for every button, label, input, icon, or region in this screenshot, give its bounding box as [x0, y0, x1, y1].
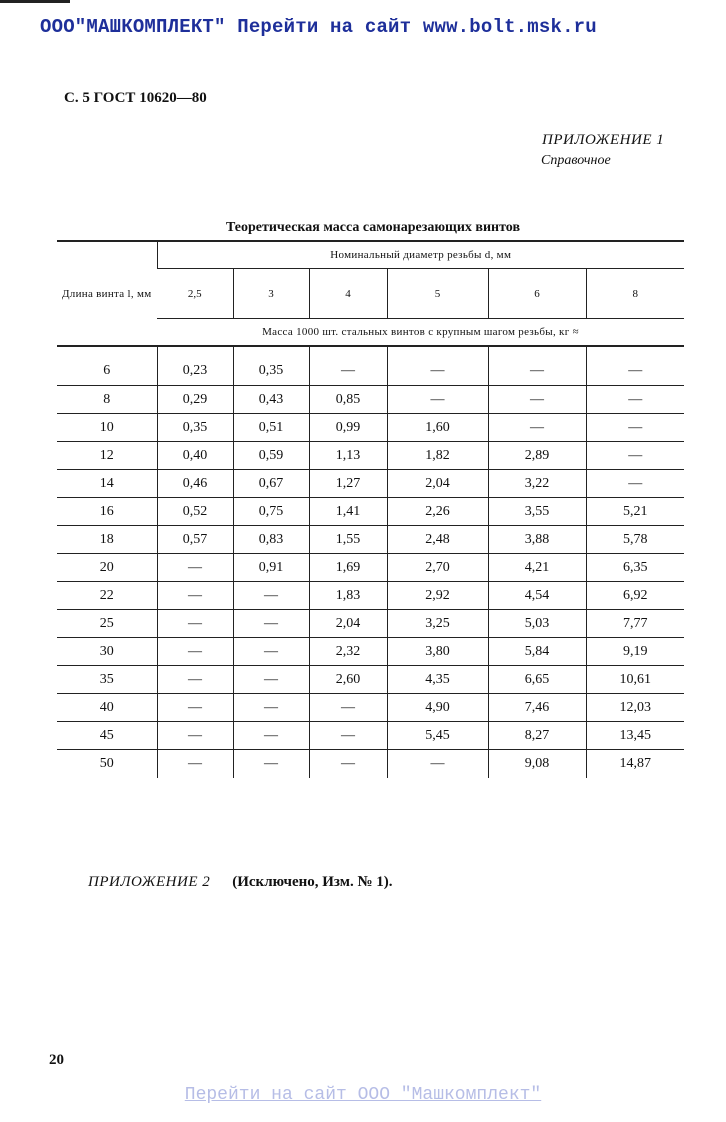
mass-cell: — — [233, 750, 309, 778]
mass-cell: — — [586, 414, 684, 442]
mass-cell: 0,91 — [233, 554, 309, 582]
table-row — [57, 610, 684, 638]
mass-cell: 7,46 — [488, 694, 586, 722]
mass-cell: 0,40 — [157, 442, 233, 470]
table-row — [57, 694, 684, 722]
mass-cell: 4,90 — [387, 694, 488, 722]
mass-cell: — — [157, 722, 233, 750]
mass-cell: — — [586, 346, 684, 386]
mass-cell: 3,55 — [488, 498, 586, 526]
length-cell: 40 — [57, 694, 157, 722]
table-row — [57, 554, 684, 582]
table-title: Теоретическая масса самонарезающих винтов — [225, 220, 521, 235]
mass-cell: 1,83 — [309, 582, 387, 610]
mass-cell: — — [387, 750, 488, 778]
length-cell: 50 — [99, 755, 114, 771]
mass-cell: 0,23 — [157, 346, 233, 386]
table-row — [57, 498, 684, 526]
mass-cell: 2,32 — [309, 638, 387, 666]
length-cell: 12 — [57, 442, 157, 470]
mass-cell: 2,92 — [387, 582, 488, 610]
length-cell: 25 — [57, 610, 157, 638]
mass-cell: 3,88 — [488, 526, 586, 554]
mass-cell: 13,45 — [586, 722, 684, 750]
mass-cell: 8,27 — [488, 722, 586, 750]
mass-cell: — — [157, 638, 233, 666]
mass-cell: 14,87 — [586, 750, 684, 778]
top-edge-line — [0, 0, 70, 3]
appendix2-title: ПРИЛОЖЕНИЕ 2 — [88, 874, 211, 890]
diameter-cell: 3 — [233, 269, 309, 319]
mass-cell: 2,89 — [488, 442, 586, 470]
mass-cell: 0,75 — [233, 498, 309, 526]
table-row — [57, 442, 684, 470]
table-row — [57, 750, 684, 778]
mass-cell: 9,08 — [488, 750, 586, 778]
length-cell: 35 — [57, 666, 157, 694]
mass-cell: 9,19 — [586, 638, 684, 666]
mass-cell: — — [309, 722, 387, 750]
mass-cell: 7,77 — [586, 610, 684, 638]
mass-cell: 6,35 — [586, 554, 684, 582]
mass-cell: 0,51 — [233, 414, 309, 442]
mass-cell: 3,22 — [488, 470, 586, 498]
mass-cell: 0,67 — [233, 470, 309, 498]
mass-cell: — — [157, 750, 233, 778]
table-row — [57, 386, 684, 414]
mass-cell: — — [309, 694, 387, 722]
mass-cell: 3,80 — [387, 638, 488, 666]
diameter-cell: 6 — [488, 269, 586, 319]
mass-cell: 0,99 — [309, 414, 387, 442]
mass-cell: 1,41 — [309, 498, 387, 526]
length-cell: 18 — [57, 526, 157, 554]
mass-cell: — — [488, 414, 586, 442]
page-reference: С. 5 ГОСТ 10620—80 — [64, 90, 207, 106]
mass-cell: 1,60 — [387, 414, 488, 442]
mass-cell: 0,29 — [157, 386, 233, 414]
mass-cell: 5,21 — [586, 498, 684, 526]
table-row — [57, 526, 684, 554]
mass-cell: — — [586, 442, 684, 470]
mass-cell: 2,26 — [387, 498, 488, 526]
mass-cell: — — [233, 610, 309, 638]
length-cell: 20 — [57, 554, 157, 582]
mass-cell: 4,35 — [387, 666, 488, 694]
mass-cell: 0,43 — [233, 386, 309, 414]
mass-cell: — — [157, 694, 233, 722]
mass-cell: 12,03 — [586, 694, 684, 722]
table-row — [57, 582, 684, 610]
mass-cell: — — [233, 694, 309, 722]
mass-cell: — — [157, 610, 233, 638]
table-row — [57, 414, 684, 442]
length-column-header: Длина винта l, мм — [57, 241, 157, 346]
mass-cell: 2,04 — [309, 610, 387, 638]
mass-cell: 0,57 — [157, 526, 233, 554]
table-row — [57, 638, 684, 666]
mass-cell: — — [157, 554, 233, 582]
mass-cell: 2,60 — [309, 666, 387, 694]
mass-cell: 5,78 — [586, 526, 684, 554]
diameter-cell: 5 — [387, 269, 488, 319]
mass-cell: 2,04 — [387, 470, 488, 498]
diameter-header: Номинальный диаметр резьбы d, мм — [157, 241, 684, 269]
mass-cell: 2,48 — [387, 526, 488, 554]
mass-cell: 0,83 — [233, 526, 309, 554]
mass-cell: 3,25 — [387, 610, 488, 638]
mass-cell: 5,45 — [387, 722, 488, 750]
table-row — [57, 470, 684, 498]
mass-cell: 1,13 — [309, 442, 387, 470]
table-row — [57, 722, 684, 750]
mass-table — [57, 240, 684, 778]
length-cell: 14 — [57, 470, 157, 498]
mass-cell: 0,46 — [157, 470, 233, 498]
mass-cell: 6,65 — [488, 666, 586, 694]
mass-cell: — — [488, 346, 586, 386]
appendix2-note: (Исключено, Изм. № 1). — [232, 874, 393, 890]
mass-cell: — — [157, 666, 233, 694]
mass-cell: 1,69 — [309, 554, 387, 582]
mass-cell: 0,35 — [233, 346, 309, 386]
length-cell: 8 — [57, 386, 157, 414]
mass-cell: 4,21 — [488, 554, 586, 582]
mass-cell: — — [157, 582, 233, 610]
mass-cell: — — [586, 386, 684, 414]
mass-cell: — — [309, 346, 387, 386]
appendix2 — [88, 874, 393, 891]
header-site-link[interactable]: ООО"МАШКОМПЛЕКТ" Перейти на сайт www.bolt.msk.ru — [40, 16, 597, 38]
mass-cell: — — [309, 750, 387, 778]
diameter-cell: 2,5 — [157, 269, 233, 319]
mass-cell: — — [233, 638, 309, 666]
diameter-cell: 8 — [586, 269, 684, 319]
mass-cell: 4,54 — [488, 582, 586, 610]
diameter-cell: 4 — [309, 269, 387, 319]
mass-cell: — — [387, 346, 488, 386]
table-row — [57, 666, 684, 694]
appendix1-title: ПРИЛОЖЕНИЕ 1 — [542, 132, 665, 148]
mass-cell: — — [488, 386, 586, 414]
length-cell: 16 — [57, 498, 157, 526]
mass-cell: 0,59 — [233, 442, 309, 470]
appendix1-subtitle: Справочное — [541, 153, 611, 168]
mass-cell: — — [233, 666, 309, 694]
mass-cell: 0,85 — [309, 386, 387, 414]
mass-cell: 5,03 — [488, 610, 586, 638]
mass-cell: 0,35 — [157, 414, 233, 442]
mass-cell: 5,84 — [488, 638, 586, 666]
length-cell: 10 — [57, 414, 157, 442]
mass-cell: — — [586, 470, 684, 498]
footer-site-link[interactable]: Перейти на сайт ООО "Машкомплект" — [184, 1085, 542, 1105]
mass-table-body — [57, 346, 684, 778]
mass-cell: — — [233, 722, 309, 750]
mass-cell: 0,52 — [157, 498, 233, 526]
length-cell: 30 — [57, 638, 157, 666]
mass-cell: 2,70 — [387, 554, 488, 582]
length-cell: 6 — [57, 346, 157, 386]
length-cell: 45 — [57, 722, 157, 750]
mass-header: Масса 1000 шт. стальных винтов с крупным шагом резьбы, кг ≈ — [157, 319, 684, 347]
mass-cell: 6,92 — [586, 582, 684, 610]
length-cell: 22 — [57, 582, 157, 610]
mass-cell: 1,82 — [387, 442, 488, 470]
mass-cell: — — [387, 386, 488, 414]
mass-cell: 1,27 — [309, 470, 387, 498]
mass-cell: — — [233, 582, 309, 610]
mass-cell: 10,61 — [586, 666, 684, 694]
page-number: 20 — [49, 1052, 64, 1068]
mass-cell: 1,55 — [309, 526, 387, 554]
table-row — [57, 346, 684, 386]
